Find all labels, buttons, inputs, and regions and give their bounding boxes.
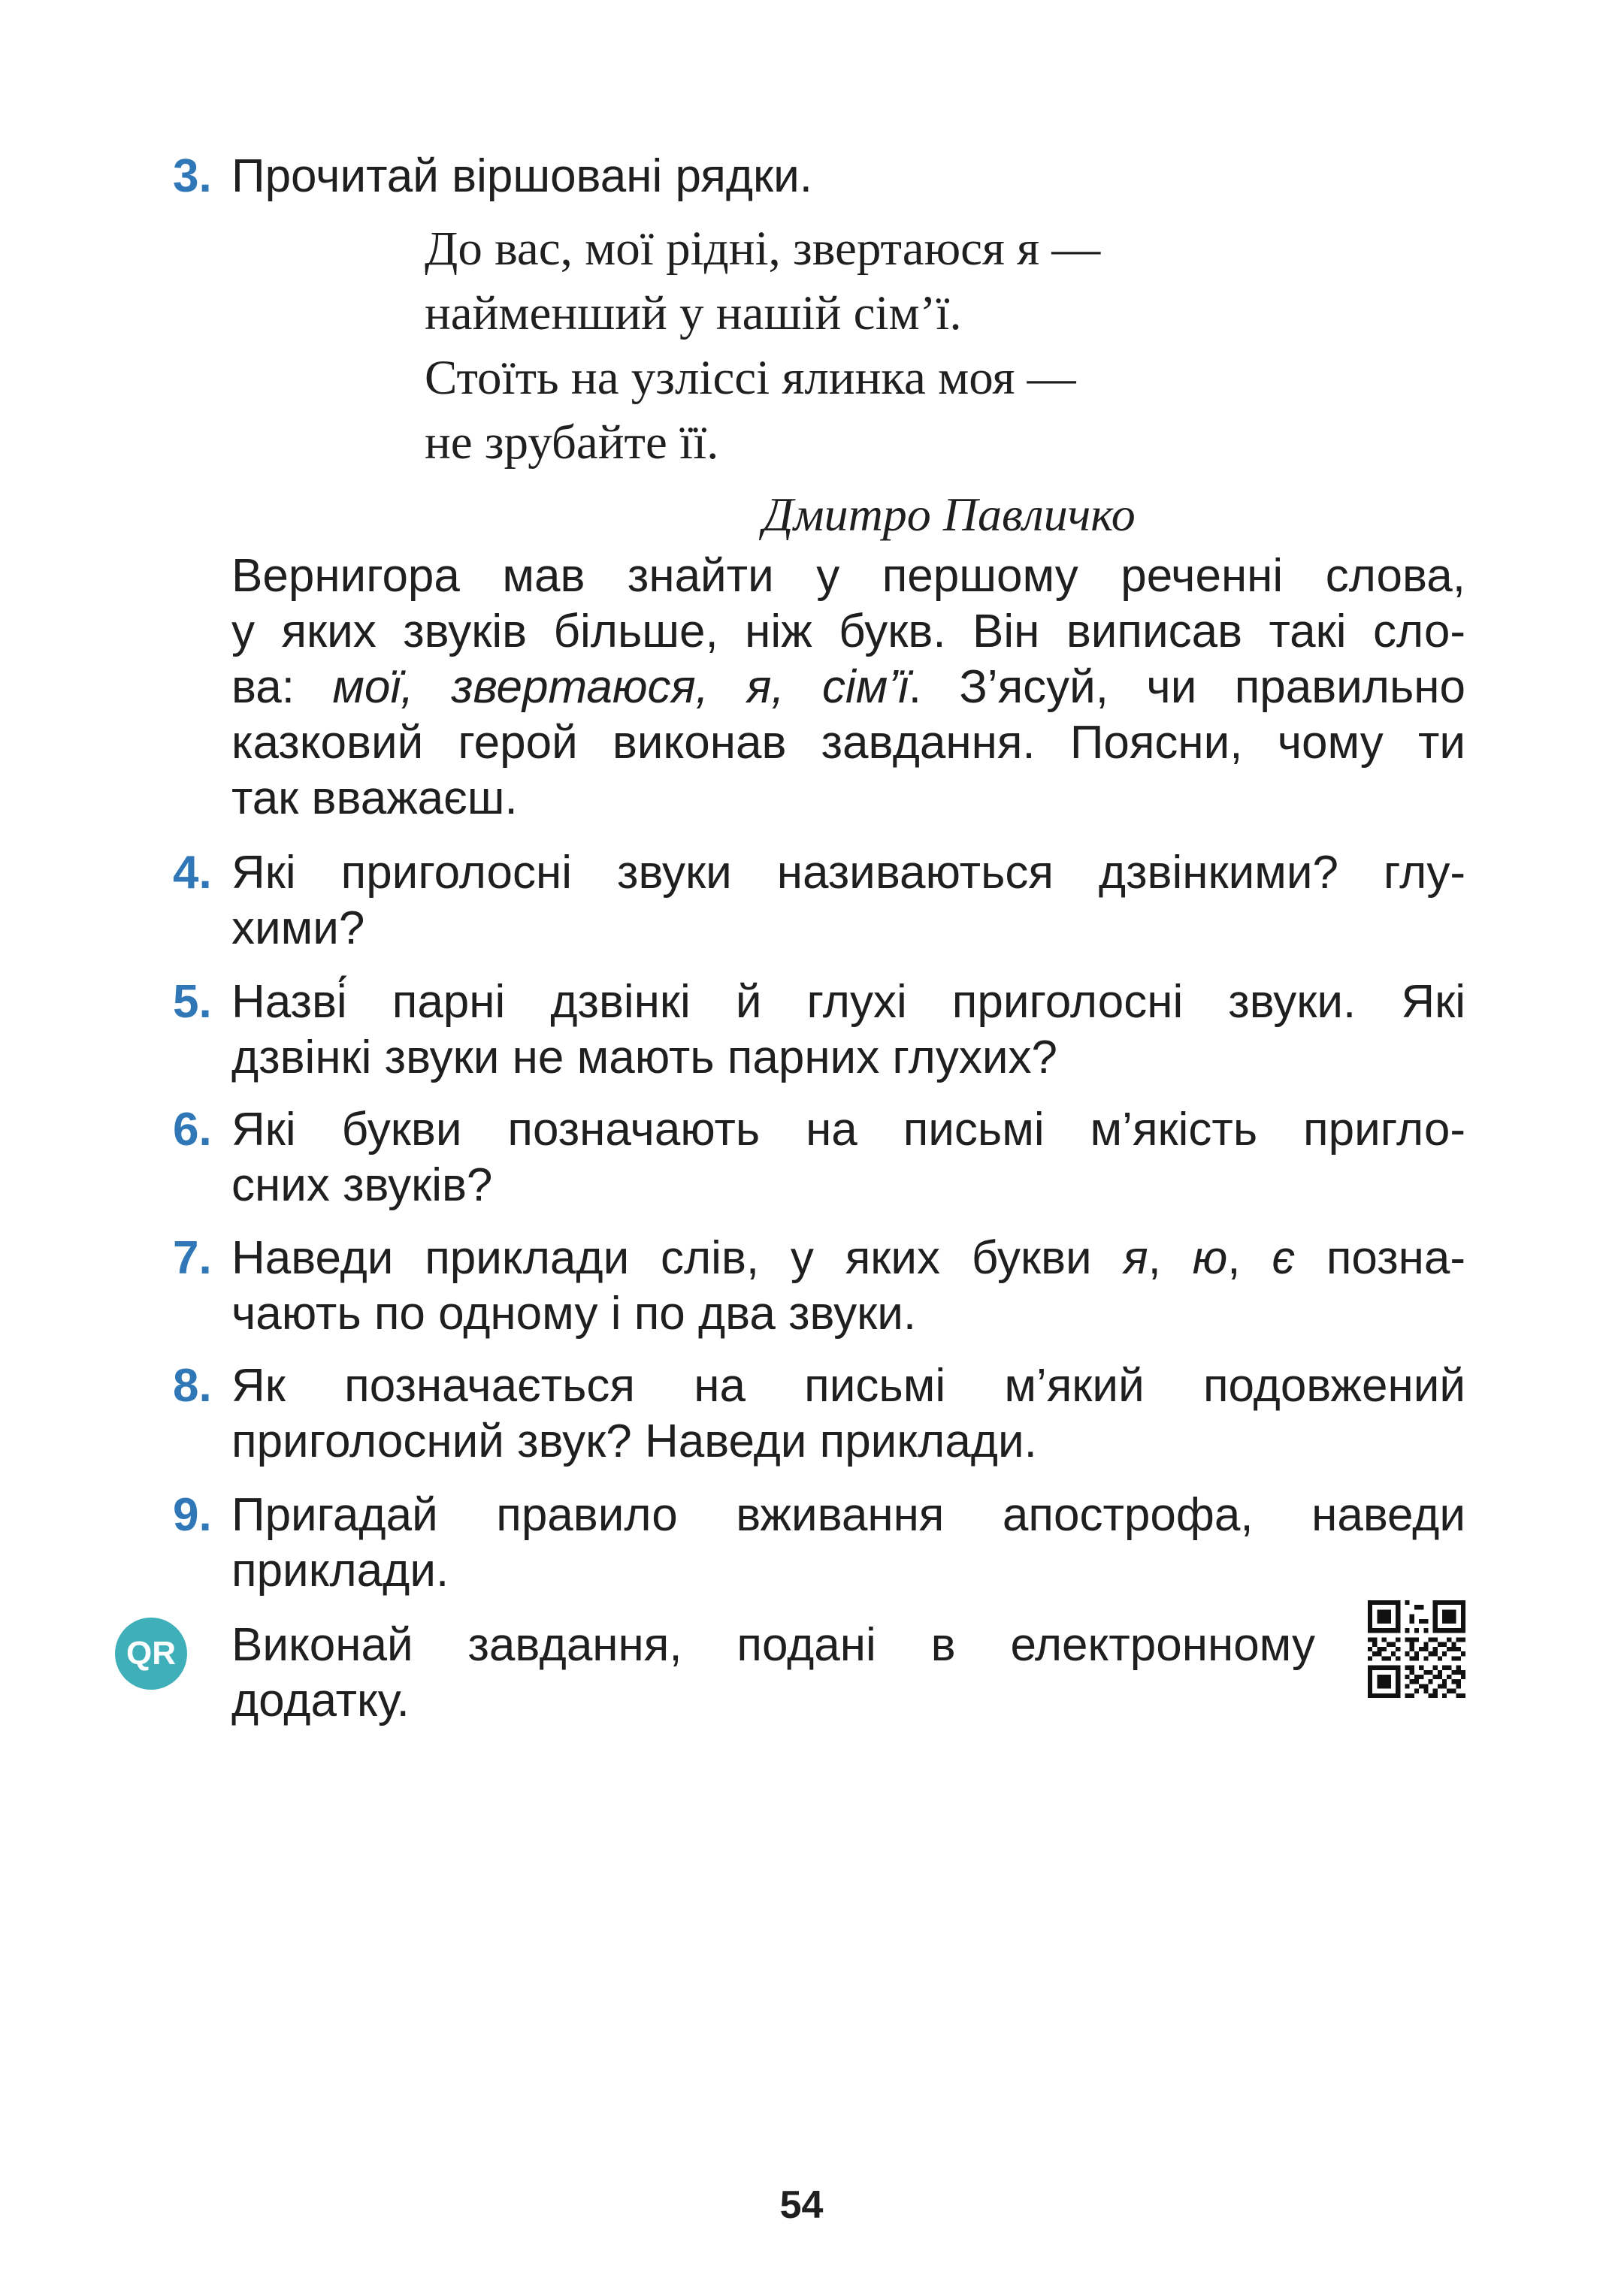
task-line: Наведи приклади слів, у яких букви я, ю, є позна- — [231, 1232, 1465, 1284]
task-line: приклади. — [231, 1545, 449, 1597]
page-number: 54 — [779, 2183, 824, 2227]
body-line: ва: мої, звертаюся, я, сім’ї. З’ясуй, чи правильно — [231, 661, 1466, 713]
body-line: у яких звуків більше, ніж букв. Він виписав такі сло- — [231, 606, 1465, 657]
task-line: Які приголосні звуки називаються дзвінкими? глу- — [231, 847, 1465, 899]
poem — [425, 216, 1326, 475]
letter-yu: ю — [1192, 1232, 1228, 1284]
poem-line: Стоїть на узліссі ялинка моя — — [425, 351, 1076, 405]
letter-ya: я — [1123, 1232, 1148, 1284]
task-line: дзвінкі звуки не мають парних глухих? — [231, 1032, 1057, 1083]
poem-line: До вас, мої рідні, звертаюся я — — [425, 222, 1101, 276]
task-3 — [173, 149, 1465, 204]
task-8 — [173, 1358, 1465, 1470]
task-number: 3. — [173, 150, 212, 202]
task-9 — [173, 1488, 1465, 1599]
task-number: 7. — [173, 1232, 212, 1284]
poem-author: Дмитро Павличко — [763, 488, 1136, 541]
qr-code-icon[interactable] — [1368, 1600, 1465, 1698]
task-7 — [173, 1231, 1465, 1342]
task-4 — [173, 845, 1465, 956]
task-line: Виконай завдання, подані в електронному — [231, 1619, 1315, 1671]
task-3-body — [173, 548, 1465, 826]
task-line: сних звуків? — [231, 1159, 493, 1211]
task-line: додатку. — [231, 1675, 410, 1727]
task-number: 9. — [173, 1489, 212, 1541]
task-line: Як позначається на письмі м’який подовжений — [231, 1360, 1465, 1412]
letter-ye: є — [1272, 1232, 1296, 1284]
task-number: 8. — [173, 1360, 212, 1412]
body-line: казковий герой виконав завдання. Поясни, чому ти — [231, 717, 1465, 769]
qr-task — [173, 1618, 1315, 1729]
example-words: мої, звертаюся, я, сім’ї — [332, 661, 909, 713]
task-3-title: Прочитай віршовані рядки. — [231, 150, 813, 202]
task-6 — [173, 1102, 1465, 1213]
task-number: 5. — [173, 976, 212, 1028]
task-line: Назві́ парні дзвінкі й глухі приголосні звуки. Які — [231, 976, 1465, 1028]
task-line: приголосний звук? Наведи приклади. — [231, 1415, 1037, 1467]
task-line: Пригадай правило вживання апострофа, наведи — [231, 1489, 1465, 1541]
task-number: 6. — [173, 1104, 212, 1156]
task-line: хими? — [231, 902, 365, 954]
body-line: так вважаєш. — [231, 772, 518, 824]
qr-badge-icon: QR — [115, 1618, 187, 1690]
task-line: Які букви позначають на письмі м’якість пригло- — [231, 1104, 1465, 1156]
task-number: 4. — [173, 847, 212, 899]
poem-line: не зрубайте її. — [425, 415, 719, 470]
body-line: Вернигора мав знайти у першому реченні слова, — [231, 550, 1465, 602]
task-5 — [173, 974, 1465, 1086]
task-line: чають по одному і по два звуки. — [231, 1288, 917, 1340]
poem-line: найменший у нашій сім’ї. — [425, 286, 962, 340]
